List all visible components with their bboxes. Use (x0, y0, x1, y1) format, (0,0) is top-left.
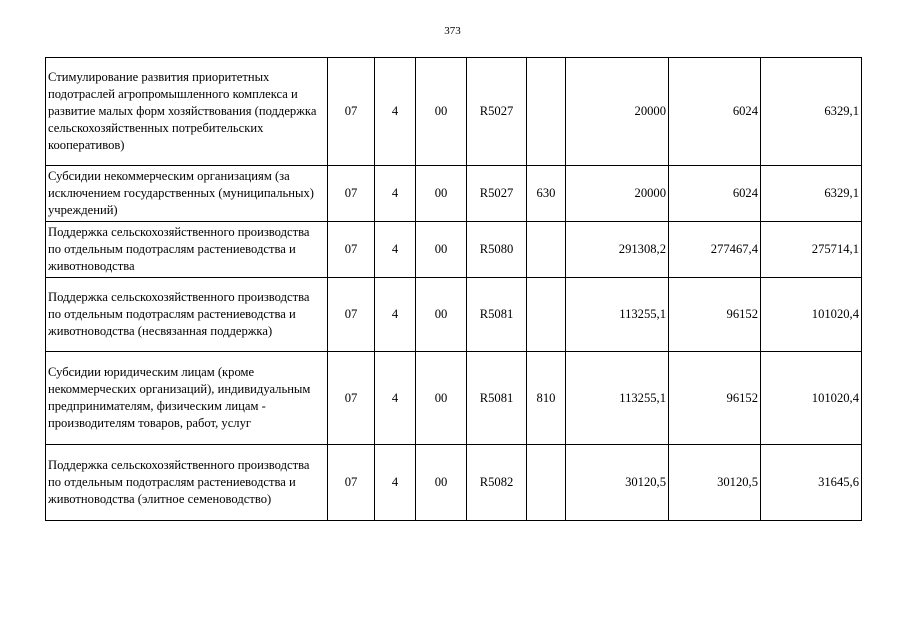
budget-table (45, 57, 862, 521)
section-code: 07 (328, 58, 375, 166)
amount-year-1: 113255,1 (566, 278, 669, 352)
target-article-code: R5081 (467, 278, 527, 352)
subsection-code: 4 (375, 352, 416, 445)
amount-year-3: 6329,1 (761, 166, 862, 222)
row-name: Поддержка сельскохозяйственного производства по отдельным подотраслям растениеводства и животноводства (элитное семеноводство) (46, 445, 328, 521)
subsection-code: 4 (375, 222, 416, 278)
amount-year-2: 30120,5 (669, 445, 761, 521)
table-row (46, 58, 862, 166)
amount-year-2: 6024 (669, 58, 761, 166)
target-article-code: R5082 (467, 445, 527, 521)
row-name: Субсидии юридическим лицам (кроме некоммерческих организаций), индивидуальным предпринимателям, физическим лицам - производителям товаров, работ, услуг (46, 352, 328, 445)
table-row (46, 166, 862, 222)
amount-year-3: 101020,4 (761, 278, 862, 352)
target-article-prefix: 00 (416, 222, 467, 278)
amount-year-2: 277467,4 (669, 222, 761, 278)
amount-year-2: 96152 (669, 352, 761, 445)
target-article-prefix: 00 (416, 166, 467, 222)
subsection-code: 4 (375, 445, 416, 521)
amount-year-3: 101020,4 (761, 352, 862, 445)
table-row (46, 222, 862, 278)
expense-type-code (527, 222, 566, 278)
expense-type-code (527, 445, 566, 521)
table-row (46, 278, 862, 352)
target-article-prefix: 00 (416, 352, 467, 445)
target-article-prefix: 00 (416, 278, 467, 352)
row-name: Стимулирование развития приоритетных подотраслей агропромышленного комплекса и развитие малых форм хозяйствования (поддержка сельскохозяйственных потребительских кооперативов) (46, 58, 328, 166)
target-article-code: R5027 (467, 58, 527, 166)
amount-year-3: 31645,6 (761, 445, 862, 521)
amount-year-1: 20000 (566, 58, 669, 166)
target-article-code: R5027 (467, 166, 527, 222)
target-article-code: R5081 (467, 352, 527, 445)
subsection-code: 4 (375, 58, 416, 166)
target-article-prefix: 00 (416, 58, 467, 166)
expense-type-code: 810 (527, 352, 566, 445)
amount-year-1: 291308,2 (566, 222, 669, 278)
section-code: 07 (328, 166, 375, 222)
section-code: 07 (328, 278, 375, 352)
target-article-code: R5080 (467, 222, 527, 278)
expense-type-code (527, 58, 566, 166)
subsection-code: 4 (375, 278, 416, 352)
amount-year-3: 6329,1 (761, 58, 862, 166)
row-name: Поддержка сельскохозяйственного производства по отдельным подотраслям растениеводства и животноводства (несвязанная поддержка) (46, 278, 328, 352)
expense-type-code: 630 (527, 166, 566, 222)
section-code: 07 (328, 352, 375, 445)
expense-type-code (527, 278, 566, 352)
amount-year-3: 275714,1 (761, 222, 862, 278)
amount-year-2: 96152 (669, 278, 761, 352)
amount-year-1: 20000 (566, 166, 669, 222)
section-code: 07 (328, 222, 375, 278)
table-row (46, 445, 862, 521)
target-article-prefix: 00 (416, 445, 467, 521)
table-row (46, 352, 862, 445)
amount-year-2: 6024 (669, 166, 761, 222)
page-number: 373 (444, 25, 461, 37)
amount-year-1: 113255,1 (566, 352, 669, 445)
section-code: 07 (328, 445, 375, 521)
subsection-code: 4 (375, 166, 416, 222)
amount-year-1: 30120,5 (566, 445, 669, 521)
row-name: Поддержка сельскохозяйственного производства по отдельным подотраслям растениеводства и животноводства (46, 222, 328, 278)
row-name: Субсидии некоммерческим организациям (за исключением государственных (муниципальных) учреждений) (46, 166, 328, 222)
